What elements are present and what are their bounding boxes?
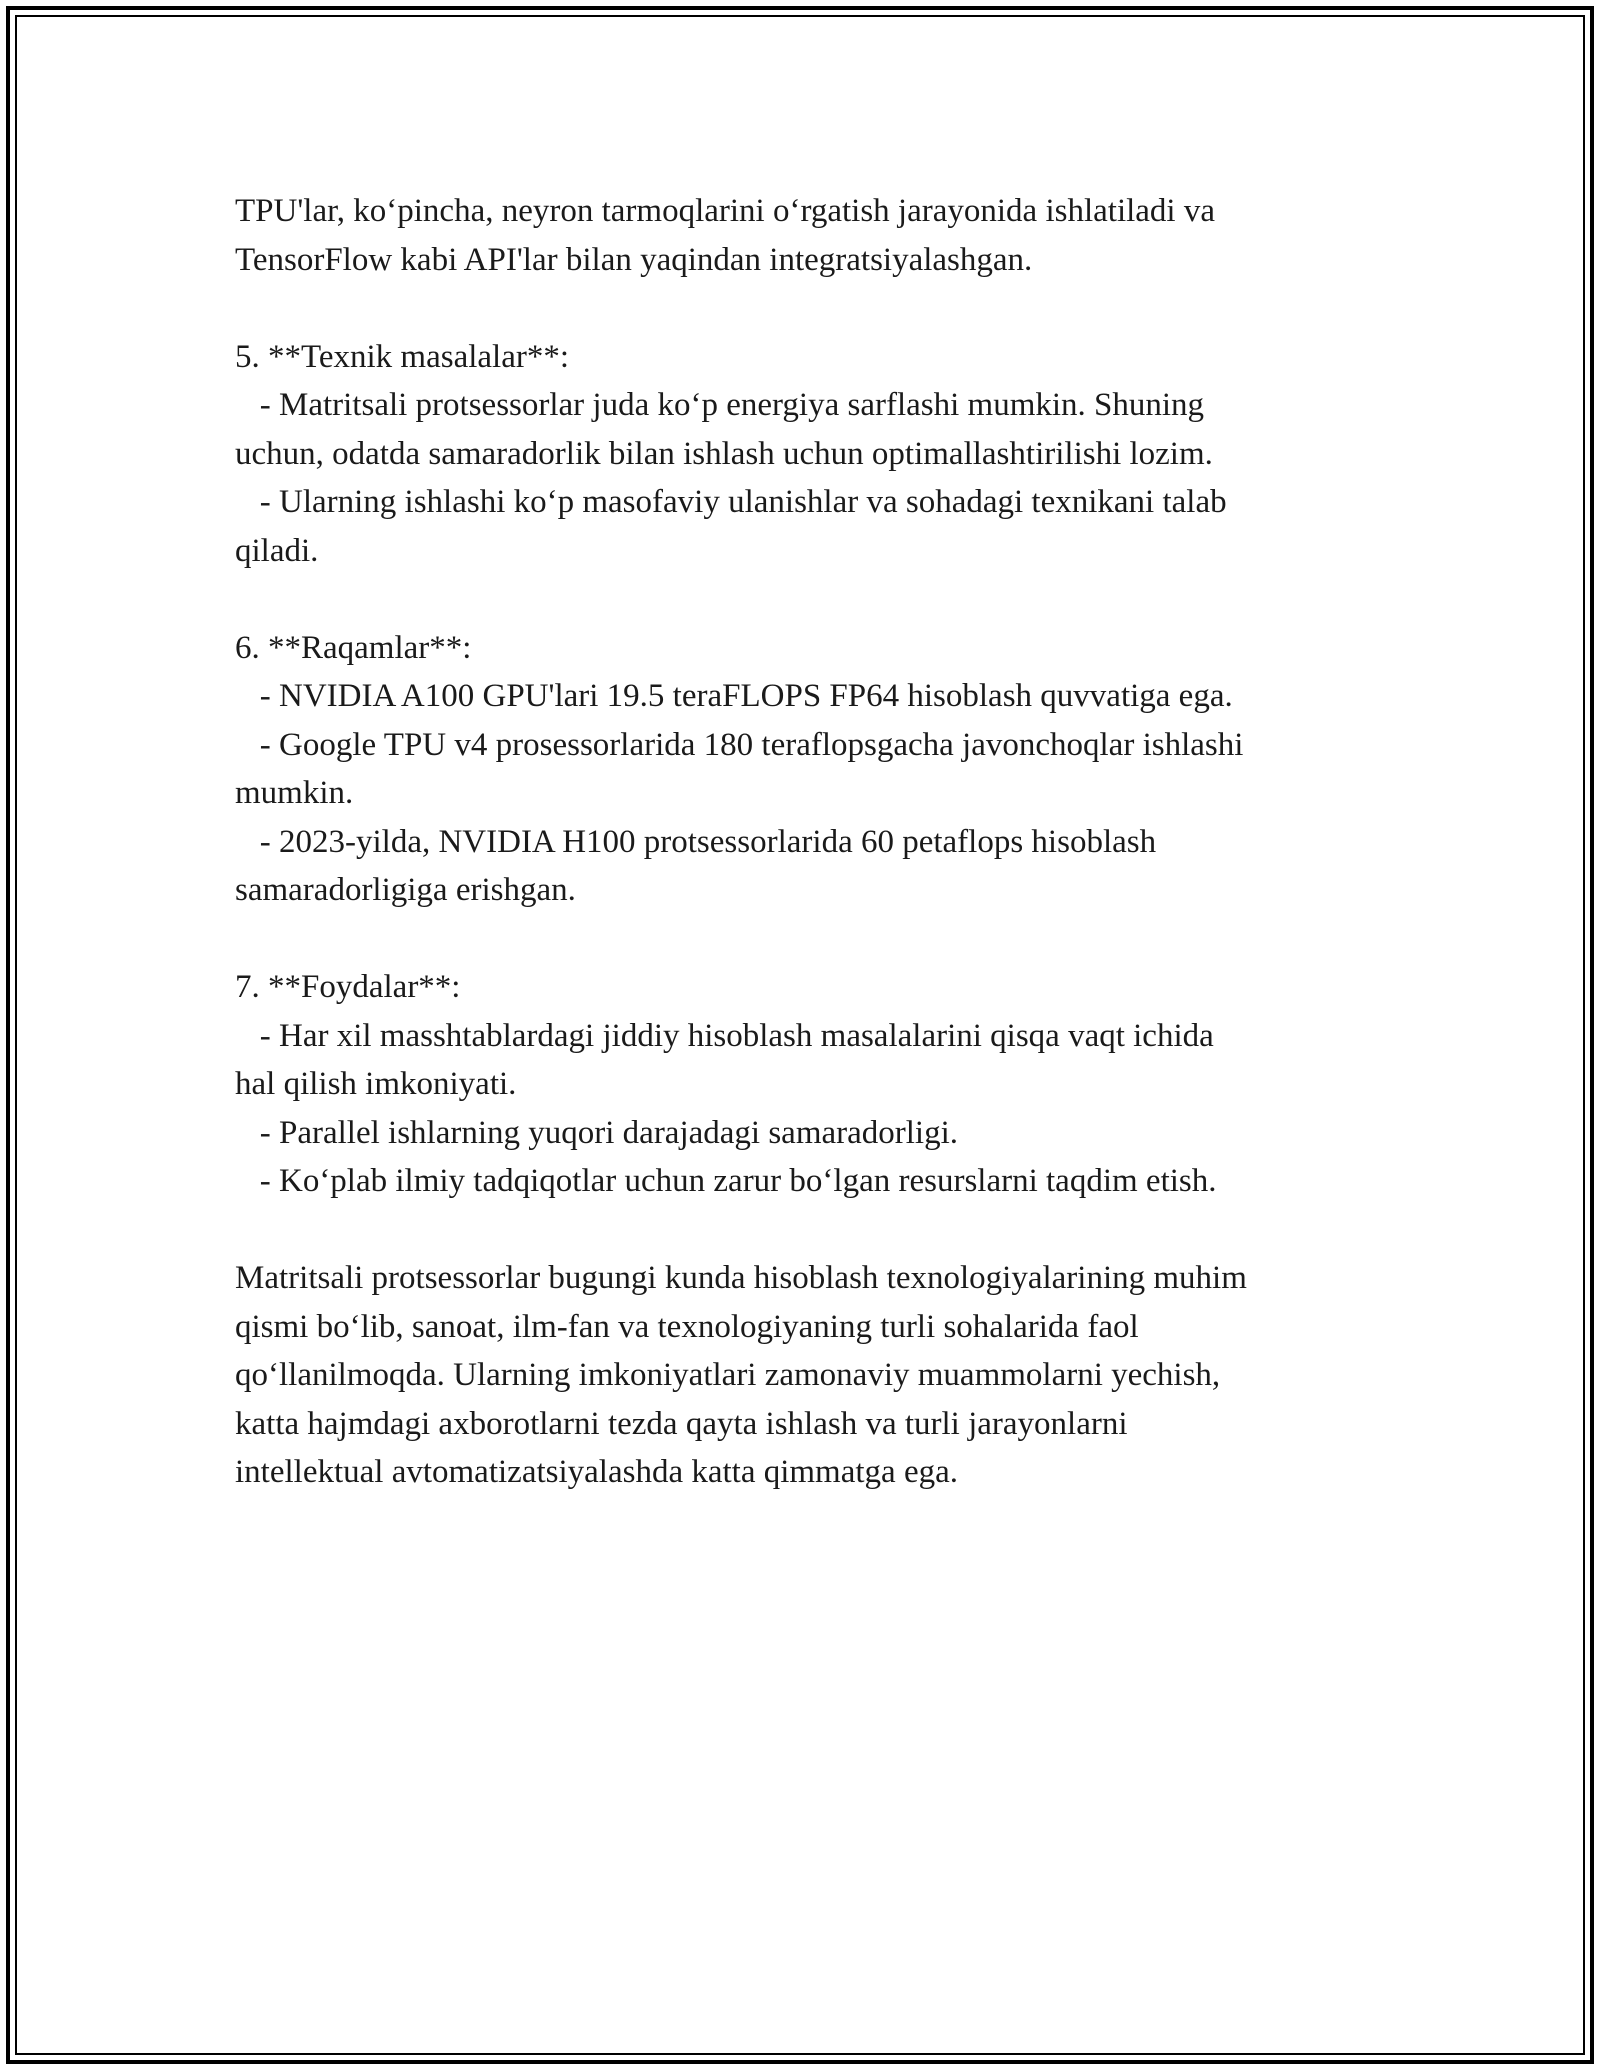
list-item: - NVIDIA A100 GPU'lari 19.5 teraFLOPS FP64 hisoblash quvvatiga ega. (235, 678, 1233, 714)
list-item: - Ko‘plab ilmiy tadqiqotlar uchun zarur bo‘lgan resurslarni taqdim etish. (235, 1163, 1217, 1199)
blank-line (235, 1206, 1395, 1255)
text-line: uchun, odatda samaradorlik bilan ishlash uchun optimallashtirilishi lozim. (235, 435, 1213, 472)
text-line: samaradorligiga erishgan. (235, 872, 576, 908)
document-body (235, 187, 1395, 1497)
paragraph-line: qo‘llanilmoqda. Ularning imkoniyatlari zamonaviy muammolarni yechish, (235, 1357, 1221, 1393)
text-line: TensorFlow kabi API'lar bilan yaqindan integratsiyalashgan. (235, 241, 1033, 278)
list-item: - Google TPU v4 prosessorlarida 180 teraflopsgacha javonchoqlar ishlashi (235, 726, 1244, 763)
blank-line (235, 284, 1395, 333)
paragraph-line: Matritsali protsessorlar bugungi kunda hisoblash texnologiyalarining muhim (235, 1260, 1247, 1296)
list-item: - Har xil masshtablardagi jiddiy hisoblash masalalarini qisqa vaqt ichida (235, 1017, 1214, 1054)
text-line: mumkin. (235, 775, 354, 811)
list-item: - Parallel ishlarning yuqori darajadagi samaradorligi. (235, 1114, 959, 1151)
list-item: - 2023-yilda, NVIDIA H100 protsessorlarida 60 petaflops hisoblash (235, 823, 1157, 860)
section-heading: 7. **Foydalar**: (235, 969, 461, 1005)
paragraph-line: intellektual avtomatizatsiyalashda katta qimmatga ega. (235, 1454, 958, 1490)
text-line: hal qilish imkoniyati. (235, 1066, 517, 1102)
paragraph-line: qismi bo‘lib, sanoat, ilm-fan va texnologiyaning turli sohalarida faol (235, 1308, 1139, 1345)
blank-line (235, 915, 1395, 964)
text-line: qiladi. (235, 532, 319, 569)
text-line: TPU'lar, ko‘pincha, neyron tarmoqlarini o‘rgatish jarayonida ishlatiladi va (235, 193, 1215, 229)
blank-line (235, 575, 1395, 624)
section-heading: 5. **Texnik masalalar**: (235, 338, 570, 375)
list-item: - Matritsali protsessorlar juda ko‘p energiya sarflashi mumkin. Shuning (235, 387, 1205, 423)
list-item: - Ularning ishlashi ko‘p masofaviy ulanishlar va sohadagi texnikani talab (235, 484, 1227, 520)
section-heading: 6. **Raqamlar**: (235, 629, 472, 666)
paragraph-line: katta hajmdagi axborotlarni tezda qayta ishlash va turli jarayonlarni (235, 1405, 1128, 1442)
